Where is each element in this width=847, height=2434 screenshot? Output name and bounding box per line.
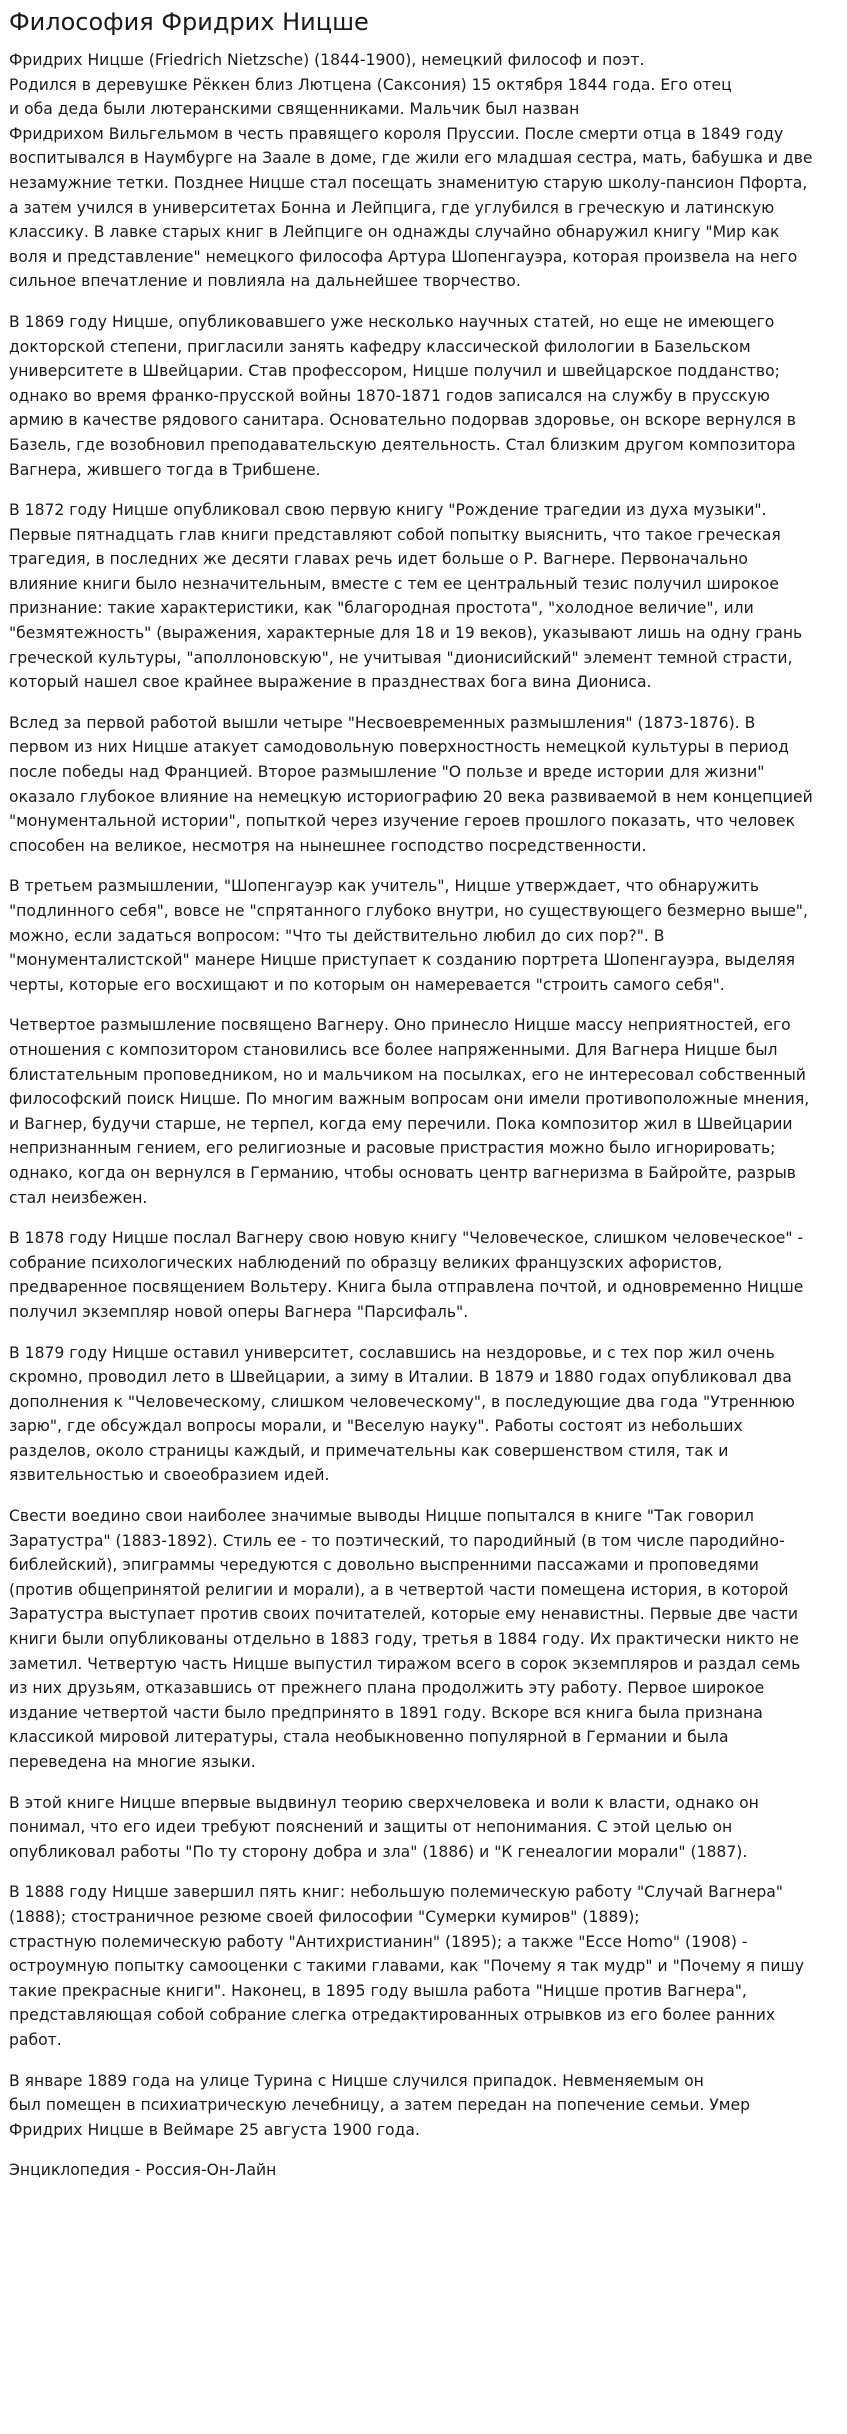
paragraph-4: Вслед за первой работой вышли четыре "Несвоевременных размышления" (1873-1876). В первом из них Ницше атакует самодовольную поверхностность немецкой культуры в период после победы над Францией. Второе размышление "О пользе и вреде истории для жизни" оказало глубокое влияние на немецкую историографию 20 века развиваемой в нем концепцией "монументальной истории", попыткой через изучение героев прошлого показать, что человек способен на великое, несмотря на нынешнее господство посредственности. xyxy=(9,713,813,855)
paragraph-12: В январе 1889 года на улице Турина с Ницше случился припадок. Невменяемым он был помещен в психиатрическую лечебницу, а затем передан на попечение семьи. Умер Фридрих Ницше в Веймаре 25 августа 1900 года. xyxy=(9,2071,751,2139)
paragraph-8: В 1879 году Ницше оставил университет, сославшись на нездоровье, и с тех пор жил очень скромно, проводил лето в Швейцарии, а зиму в Италии. В 1879 и 1880 годах опубликовал два дополнения к "Человеческому, слишком человеческому", в последующие два года "Утреннюю зарю", где обсуждал вопросы морали, и "Веселую науку". Работы состоят из небольших разделов, около страницы каждый, и примечательны как совершенством стиля, так и язвительностью и своеобразием идей. xyxy=(9,1343,795,1485)
source-credit: Энциклопедия - Россия-Он-Лайн xyxy=(9,2161,277,2180)
paragraph-10: В этой книге Ницше впервые выдвинул теорию сверхчеловека и воли к власти, однако он понимал, что его идеи требуют пояснений и защиты от непонимания. С этой целью он опубликовал работы "По ту сторону добра и зла" (1886) и "К генеалогии морали" (1887). xyxy=(9,1793,759,1861)
paragraph-1: Фридрих Ницше (Friedrich Nietzsche) (1844-1900), немецкий философ и поэт. Родился в деревушке Рёккен близ Лютцена (Саксония) 15 октября 1844 года. Его отец и оба деда были лютеранскими священниками. Мальчик был назван Фридрихом Вильгельмом в честь правящего короля Пруссии. После смерти отца в 1849 году воспитывался в Наумбурге на Заале в доме, где жили его младшая сестра, мать, бабушка и две незамужние тетки. Позднее Ницше стал посещать знаменитую старую школу-пансион Пфорта, а затем учился в университетах Бонна и Лейпцига, где углубился в греческую и латинскую классику. В лавке старых книг в Лейпциге он однажды случайно обнаружил книгу "Мир как воля и представление" немецкого философа Артура Шопенгауэра, которая произвела на него сильное впечатление и повлияла на дальнейшее творчество. xyxy=(9,51,813,291)
paragraph-6: Четвертое размышление посвящено Вагнеру. Оно принесло Ницше массу неприятностей, его отношения с композитором становились все более напряженными. Для Вагнера Ницше был блистательным проповедником, но и мальчиком на посылках, его не интересовал собственный философский поиск Ницше. По многим важным вопросам они имели противоположные мнения, и Вагнер, будучи старше, не терпел, когда ему перечили. Пока композитор жил в Швейцарии непризнанным гением, его религиозные и расовые пристрастия можно было игнорировать; однако, когда он вернулся в Германию, чтобы основать центр вагнеризма в Байройте, разрыв стал неизбежен. xyxy=(9,1016,810,1207)
page-title: Философия Фридрих Ницше xyxy=(9,8,369,36)
paragraph-3: В 1872 году Ницше опубликовал свою первую книгу "Рождение трагедии из духа музыки". Первые пятнадцать глав книги представляют собой попытку выяснить, что такое греческая трагедия, в последних же десяти главах речь идет больше о Р. Вагнере. Первоначально влияние книги было незначительным, вместе с тем ее центральный тезис получил широкое признание: такие характеристики, как "благородная простота", "холодное величие", или "безмятежность" (выражения, характерные для 18 и 19 веков), указывают лишь на одну грань греческой культуры, "аполлоновскую", не учитывая "дионисийский" элемент темной страсти, который нашел свое крайнее выражение в празднествах бога вина Диониса. xyxy=(9,501,803,692)
paragraph-2: В 1869 году Ницше, опубликовавшего уже несколько научных статей, но еще не имеющего докторской степени, пригласили занять кафедру классической филологии в Базельском университете в Швейцарии. Став профессором, Ницше получил и швейцарское подданство; однако во время франко-прусской войны 1870-1871 годов записался на службу в прусскую армию в качестве рядового санитара. Основательно подорвав здоровье, он вскоре вернулся в Базель, где возобновил преподавательскую деятельность. Стал близким другом композитора Вагнера, жившего тогда в Трибшене. xyxy=(9,312,796,479)
paragraph-5: В третьем размышлении, "Шопенгауэр как учитель", Ницше утверждает, что обнаружить "подлинного себя", вовсе не "спрятанного глубоко внутри, но существующего безмерно выше", можно, если задаться вопросом: "Что ты действительно любил до сих пор?". В "монументалистской" манере Ницше приступает к созданию портрета Шопенгауэра, выделяя черты, которые его восхищают и по которым он намеревается "строить самого себя". xyxy=(9,877,808,994)
paragraph-9: Свести воедино свои наиболее значимые выводы Ницше попытался в книге "Так говорил Заратустра" (1883-1892). Стиль ее - то поэтический, то пародийный (в том числе пародийно- библейский), эпиграммы чередуются с довольно выспренними пассажами и проповедями (против общепринятой религии и морали), а в четвертой части помещена история, в которой Заратустра выступает против своих почитателей, которые ему ненавистны. Первые две части книги были опубликованы отдельно в 1883 году, третья в 1884 году. Их практически никто не заметил. Четвертую часть Ницше выпустил тиражом всего в сорок экземпляров и раздал семь из них друзьям, отказавшись от прежнего плана продолжить эту работу. Первое широкое издание четвертой части было предпринято в 1891 году. Вскоре вся книга была признана классикой мировой литературы, стала необыкновенно популярной в Германии и была переведена на многие языки. xyxy=(9,1507,801,1771)
paragraph-11: В 1888 году Ницше завершил пять книг: небольшую полемическую работу "Случай Вагнера" (1888); стостраничное резюме своей философии "Сумерки кумиров" (1889); страстную полемическую работу "Антихристианин" (1895); а также "Ecce Homo" (1908) - остроумную попытку самооценки с такими главами, как "Почему я так мудр" и "Почему я пишу такие прекрасные книги". Наконец, в 1895 году вышла работа "Ницше против Вагнера", представляющая собой собрание слегка отредактированных отрывков из его более ранних работ. xyxy=(9,1883,804,2049)
paragraph-7: В 1878 году Ницше послал Вагнеру свою новую книгу "Человеческое, слишком человеческое" - собрание психологических наблюдений по образцу великих французских афористов, предваренное посвящением Вольтеру. Книга была отправлена почтой, и одновременно Ницше получил экземпляр новой оперы Вагнера "Парсифаль". xyxy=(9,1229,804,1321)
